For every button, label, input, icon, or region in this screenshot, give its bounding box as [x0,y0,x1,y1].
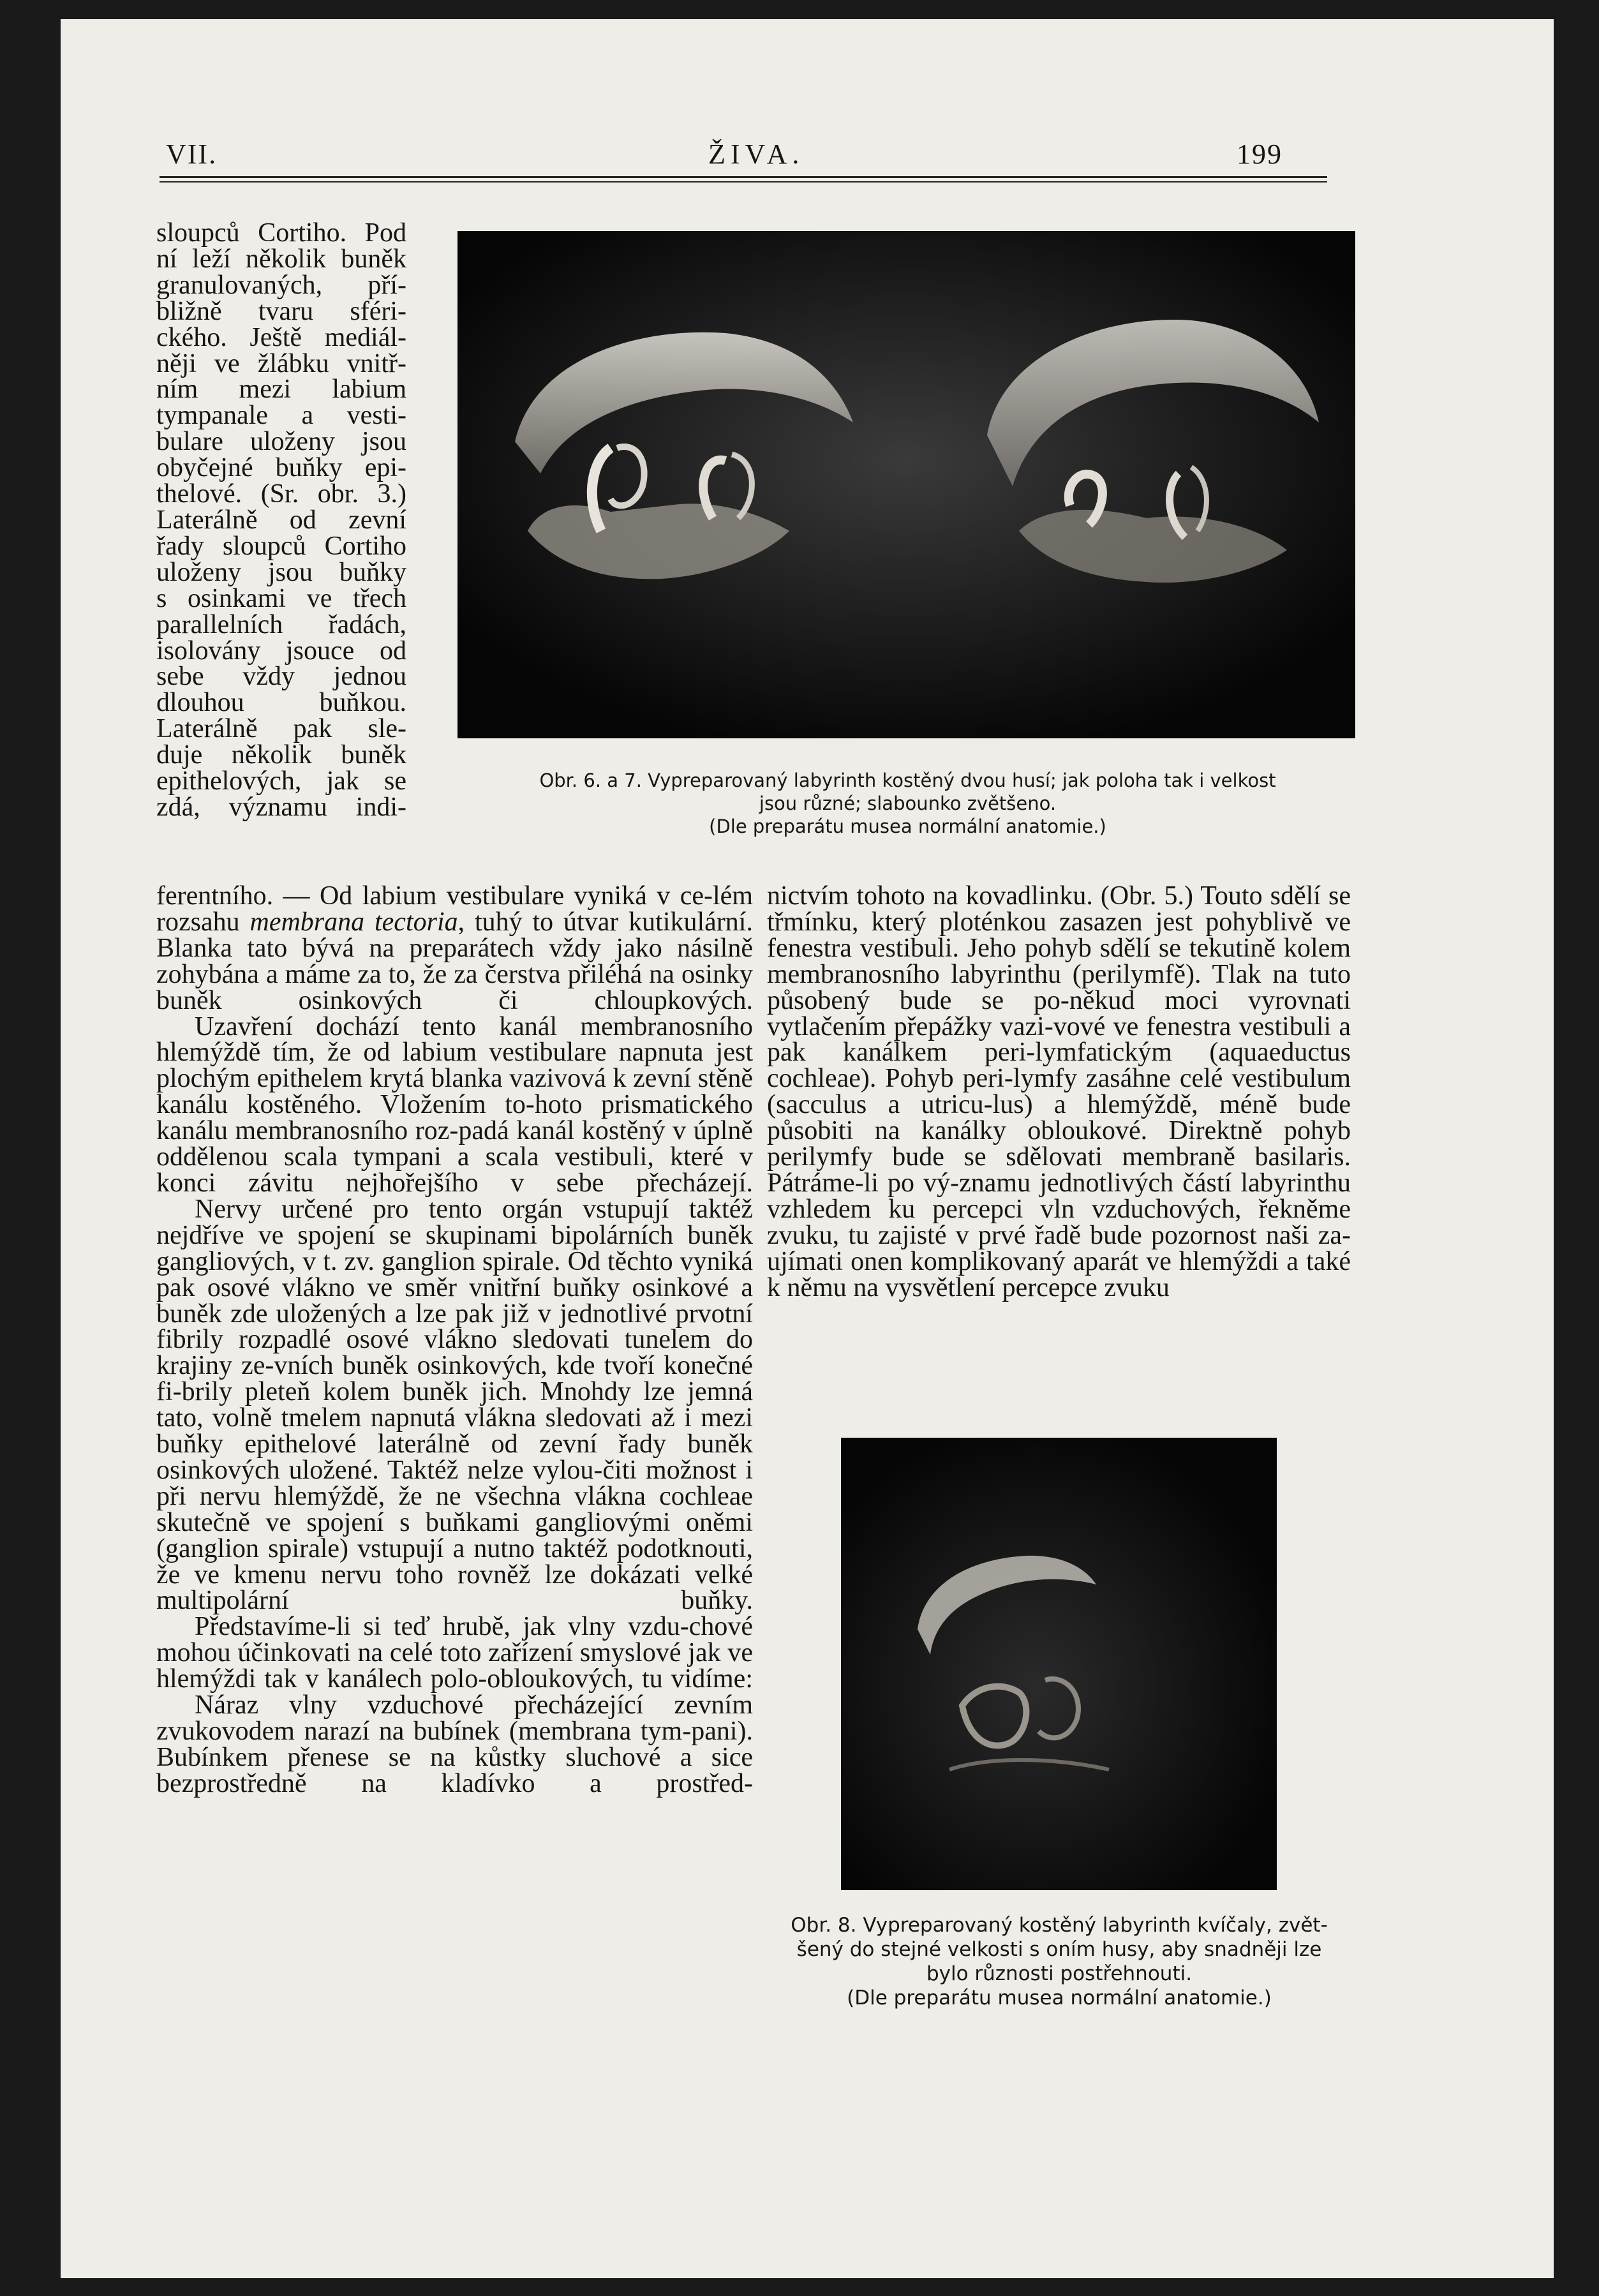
paragraph-text: , tuhý to útvar kutikulární. Blanka tato bývá na preparátech vždy jako násilně zohybána a máme za to, že za čerstva přiléhá na osinky buněk osinkových či chloupkových. [156,907,753,1015]
paragraph: Náraz vlny vzduchové přecházející zevním zvukovodem narazí na bubínek (membrana tym-pani). Bubínkem přenese se na kůstky sluchové a sice bezprostředně na kladívko a prostřed- [156,1690,753,1798]
narrow-line: sebe vždy jednou [156,662,406,692]
narrow-line: Laterálně od zevní [156,505,406,535]
left-column [156,883,753,1797]
narrow-line: thelové. (Sr. obr. 3.) [156,479,406,509]
figure-8-caption [762,1913,1356,2010]
narrow-line: ckého. Ještě mediál- [156,322,406,352]
narrow-line: parallelních řadách, [156,609,406,639]
caption-line: Obr. 6. a 7. Vypreparovaný labyrinth kostěný dvou husí; jak poloha tak i velkost [539,770,1276,791]
paragraph: nictvím tohoto na kovadlinku. (Obr. 5.) Touto sdělí se třmínku, který ploténkou zasazen jest pohyblivě ve fenestra vestibuli. Jeho pohyb sdělí se tekutině kolem membranosního labyrinthu (perilymfě). Tlak na tuto působený bude se po-někud moci vyrovnati vytlačením přepážky vazi-vové ve fenestra vestibuli a pak kanálkem peri-lymfatickým (aquaeductus cochleae). Pohyb peri-lymfy zasáhne celé vestibulum (sacculus a utricu-lus) a hlemýždě, méně bude působiti na kanálky obloukové. Direktně pohyb perilymfy bude se sdělovati membraně basilaris. Pátráme-li po vý-znamu jednotlivých částí labyrinthu vzhledem ku percepci vln vzduchových, řekněme zvuku, tu zajisté v prvé řadě bude pozornost naši za-ujímati onen komplikovaný aparát ve hlemýždi a také k němu na vysvětlení percepce zvuku [767,881,1351,1302]
paragraph [156,883,753,1014]
figure-6-7-photo [457,231,1355,738]
narrow-line: epithelových, jak se [156,766,406,796]
narrow-line: zdá, významu indi- [156,792,406,822]
narrow-line: tympanale a vesti- [156,401,406,431]
narrow-column [156,220,406,821]
narrow-line: duje několik buněk [156,740,406,770]
header-page-number: 199 [1237,138,1283,170]
narrow-line: obyčejné buňky epi- [156,453,406,483]
paragraph: Uzavření dochází tento kanál membranosního hlemýždě tím, že od labium vestibulare napnuta jest plochým epithelem krytá blanka vazivová k zevní stěně kanálu kostěného. Vložením to-hoto prismatického kanálu membranosního roz-padá kanál kostěný v úplně oddělenou scala tympani a scala vestibuli, které v konci závitu nejhořejšího v sebe přecházejí. [156,1011,753,1198]
narrow-line: granulovaných, pří- [156,270,406,300]
paragraph: Představíme-li si teď hrubě, jak vlny vzdu-chové mohou účinkovati na celé toto zařízení smyslové jak ve hlemýždi tak v kanálech polo-obloukových, tu vidíme: [156,1612,753,1694]
narrow-line: něji ve žlábku vnitř- [156,348,406,378]
narrow-line: sloupců Cortiho. Pod [156,218,406,248]
caption-line: (Dle preparátu musea normální anatomie.) [847,1987,1272,2009]
paragraph: Nervy určené pro tento orgán vstupují taktéž nejdříve ve spojení se skupinami bipolárních buněk gangliových, v t. zv. ganglion spirale. Od těchto vyniká pak osové vlákno ve směr vnitřní buňky osinkové a buněk zde uložených a lze pak již v jednotlivé prvotní fibrily rozpadlé osové vlákno sledovati tunelem do krajiny ze-vních buněk osinkových, kde tvoří konečné fi-brily pleteň kolem buněk jich. Mnohdy lze jemná tato, volně tmelem napnutá vlákna sledovati až i mezi buňky epithelové laterálně od zevní řady buněk osinkových uložené. Taktéž nelze vylou-čiti možnost i při nervu hlemýždě, že ne všechna vlákna cochleae skutečně ve spojení s buňkami gangliovými oněmi (ganglion spirale) vstupují a nutno taktéž podotknouti, že ve kmenu nervu toho rovněž lze dokázati velké multipolární buňky. [156,1194,753,1616]
caption-line: Obr. 8. Vypreparovaný kostěný labyrinth kvíčaly, zvět- [791,1914,1328,1937]
narrow-line: bulare uloženy jsou [156,427,406,457]
header-journal-title: ŽIVA. [708,138,805,170]
narrow-line: ní leží několik buněk [156,244,406,274]
narrow-line: Laterálně pak sle- [156,714,406,744]
header-rule-second [160,181,1327,183]
membrana-tectoria-term: membrana tectoria [249,907,458,937]
narrow-line: ním mezi labium [156,375,406,405]
figure-8-photo [841,1438,1277,1890]
header-volume: VII. [166,138,218,170]
narrow-line: bližně tvaru sféri- [156,296,406,326]
paragraph-text: ferentního. — Od labium vestibulare vyniká v ce-lém rozsahu [156,881,753,937]
narrow-line: dlouhou buňkou. [156,688,406,718]
caption-line: jsou různé; slabounko zvětšeno. [759,793,1057,814]
narrow-line: isolovány jsouce od [156,636,406,666]
right-column [767,883,1351,1301]
narrow-line: s osinkami ve třech [156,583,406,613]
narrow-line: řady sloupců Cortiho [156,531,406,561]
caption-line: šený do stejné velkosti s oním husy, aby snadněji lze [796,1938,1322,1961]
caption-line: bylo různosti postřehnouti. [926,1962,1193,1985]
narrow-line: uloženy jsou buňky [156,557,406,587]
header-rule [160,176,1327,178]
figure-6-7-caption [447,769,1369,838]
caption-line: (Dle preparátu musea normální anatomie.) [709,816,1106,837]
